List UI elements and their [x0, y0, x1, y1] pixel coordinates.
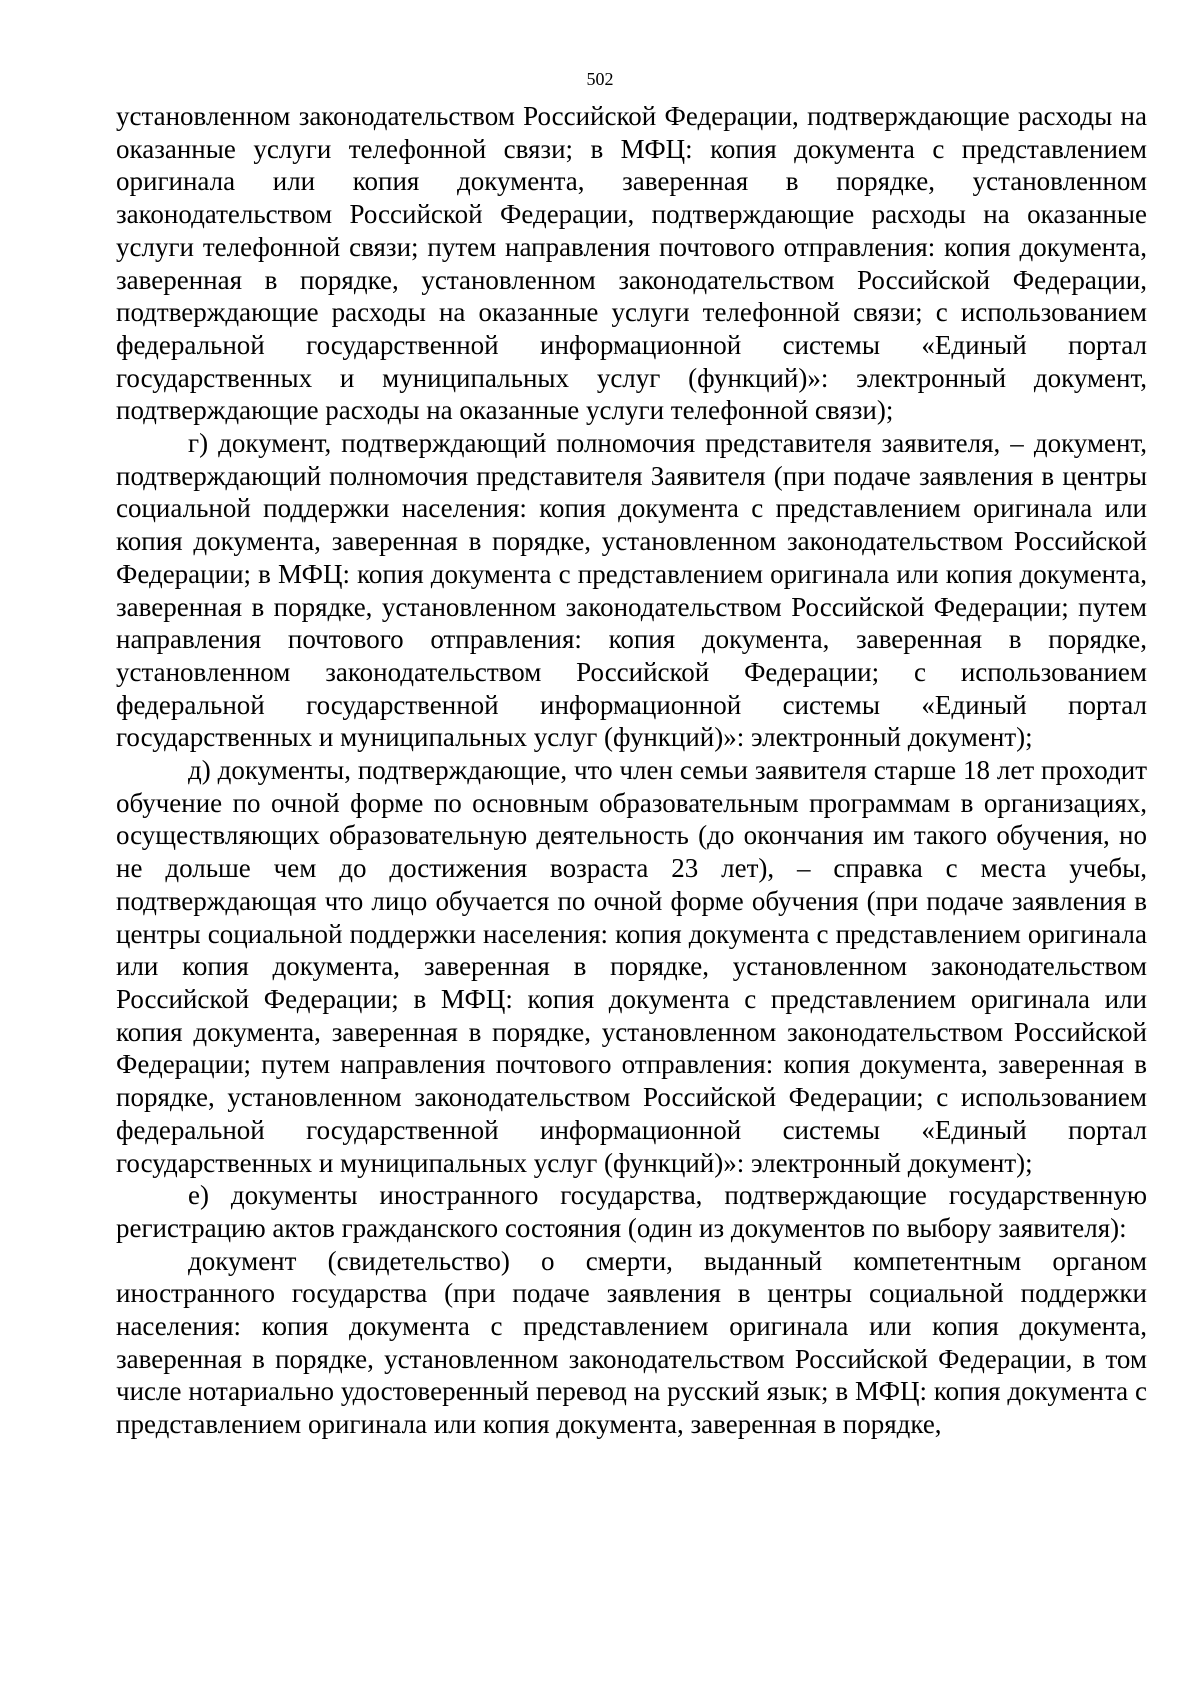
document-body: [116, 100, 1147, 1441]
paragraph-death-certificate: документ (свидетельство) о смерти, выданный компетентным органом иностранного государства (при подаче заявления в центры социальной поддержки населения: копия документа с представлением оригинала или копия документа, заверенная в порядке, установленном законодательством Российской Федерации, в том числе нотариально удостоверенный перевод на русский язык; в МФЦ: копия документа с представлением оригинала или копия документа, заверенная в порядке,: [116, 1245, 1147, 1440]
paragraph-item-d: д) документы, подтверждающие, что член семьи заявителя старше 18 лет проходит обучение по очной форме по основным образовательным программам в организациях, осуществляющих образовательную деятельность (до окончания им такого обучения, но не дольше чем до достижения возраста 23 лет), – справка с места учебы, подтверждающая что лицо обучается по очной форме обучения (при подаче заявления в центры социальной поддержки населения: копия документа с представлением оригинала или копия документа, заверенная в порядке, установленном законодательством Российской Федерации; в МФЦ: копия документа с представлением оригинала или копия документа, заверенная в порядке, установленном законодательством Российской Федерации; путем направления почтового отправления: копия документа, заверенная в порядке, установленном законодательством Российской Федерации; с использованием федеральной государственной информационной системы «Единый портал государственных и муниципальных услуг (функций)»: электронный документ);: [116, 755, 1147, 1178]
paragraph-item-g: г) документ, подтверждающий полномочия представителя заявителя, – документ, подтверждающий полномочия представителя Заявителя (при подаче заявления в центры социальной поддержки населения: копия документа с представлением оригинала или копия документа, заверенная в порядке, установленном законодательством Российской Федерации; в МФЦ: копия документа с представлением оригинала или копия документа, заверенная в порядке, установленном законодательством Российской Федерации; путем направления почтового отправления: копия документа, заверенная в порядке, установленном законодательством Российской Федерации; с использованием федеральной государственной информационной системы «Единый портал государственных и муниципальных услуг (функций)»: электронный документ);: [116, 428, 1147, 753]
paragraph-continuation: установленном законодательством Российской Федерации, подтверждающие расходы на оказанные услуги телефонной связи; в МФЦ: копия документа с представлением оригинала или копия документа, заверенная в порядке, установленном законодательством Российской Федерации, подтверждающие расходы на оказанные услуги телефонной связи; путем направления почтового отправления: копия документа, заверенная в порядке, установленном законодательством Российской Федерации, подтверждающие расходы на оказанные услуги телефонной связи; с использованием федеральной государственной информационной системы «Единый портал государственных и муниципальных услуг (функций)»: электронный документ, подтверждающие расходы на оказанные услуги телефонной связи);: [116, 101, 1147, 426]
paragraph-item-e: е) документы иностранного государства, подтверждающие государственную регистрацию актов гражданского состояния (один из документов по выбору заявителя):: [116, 1180, 1147, 1243]
page-number: 502: [586, 69, 614, 89]
